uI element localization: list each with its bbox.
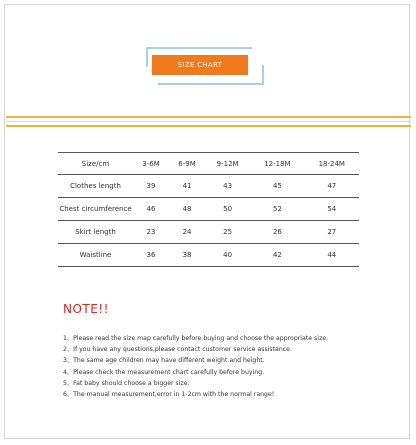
row-label: Skirt length [58,221,133,244]
column-header: Size/cm [58,153,133,175]
size-chart-badge [146,47,264,85]
table-row [58,221,359,244]
table-cell: 41 [169,175,205,198]
table-row [58,198,359,221]
table-cell: 46 [133,198,169,221]
row-label: Chest circumference [58,198,133,221]
table-cell: 40 [205,244,250,267]
column-header: 18-24M [305,153,359,175]
table-cell: 50 [205,198,250,221]
table-cell: 43 [205,175,250,198]
row-label: Clothes length [58,175,133,198]
divider-stripes [6,116,411,127]
table-cell: 44 [305,244,359,267]
divider-stripe [6,121,411,122]
table-cell: 42 [250,244,304,267]
note-line: 5、Fat baby should choose a bigger size. [63,379,190,387]
table-cell: 23 [133,221,169,244]
size-table [58,152,359,267]
column-header: 3-6M [133,153,169,175]
divider-stripe [6,116,411,118]
table-cell: 36 [133,244,169,267]
table-row [58,175,359,198]
table-cell: 39 [133,175,169,198]
table-cell: 38 [169,244,205,267]
table-cell: 47 [305,175,359,198]
table-header-row [58,153,359,175]
table-cell: 24 [169,221,205,244]
column-header: 12-18M [250,153,304,175]
table-cell: 48 [169,198,205,221]
table-cell: 45 [250,175,304,198]
column-header: 9-12M [205,153,250,175]
divider-stripe [6,125,411,127]
size-chart-title: SIZE CHART [152,55,248,75]
table-cell: 52 [250,198,304,221]
note-line: 3、The same age children may have different weight and height. [63,357,265,365]
table-row [58,244,359,267]
table-cell: 25 [205,221,250,244]
note-heading: NOTE!! [63,302,109,316]
note-list [63,333,328,400]
table-cell: 54 [305,198,359,221]
table-cell: 26 [250,221,304,244]
note-line: 6、The manual measurement,error in 1-2cm with the normal range! [63,391,275,399]
note-line: 2、If you have any questions,please contact customer service assistance. [63,346,292,354]
note-line: 1、Please read the size map carefully before buying and choose the appropriate size. [63,335,328,342]
column-header: 6-9M [169,153,205,175]
row-label: Waistline [58,244,133,267]
table-cell: 27 [305,221,359,244]
note-line: 4、Please check the measurement chart carefully before buying. [63,368,265,376]
